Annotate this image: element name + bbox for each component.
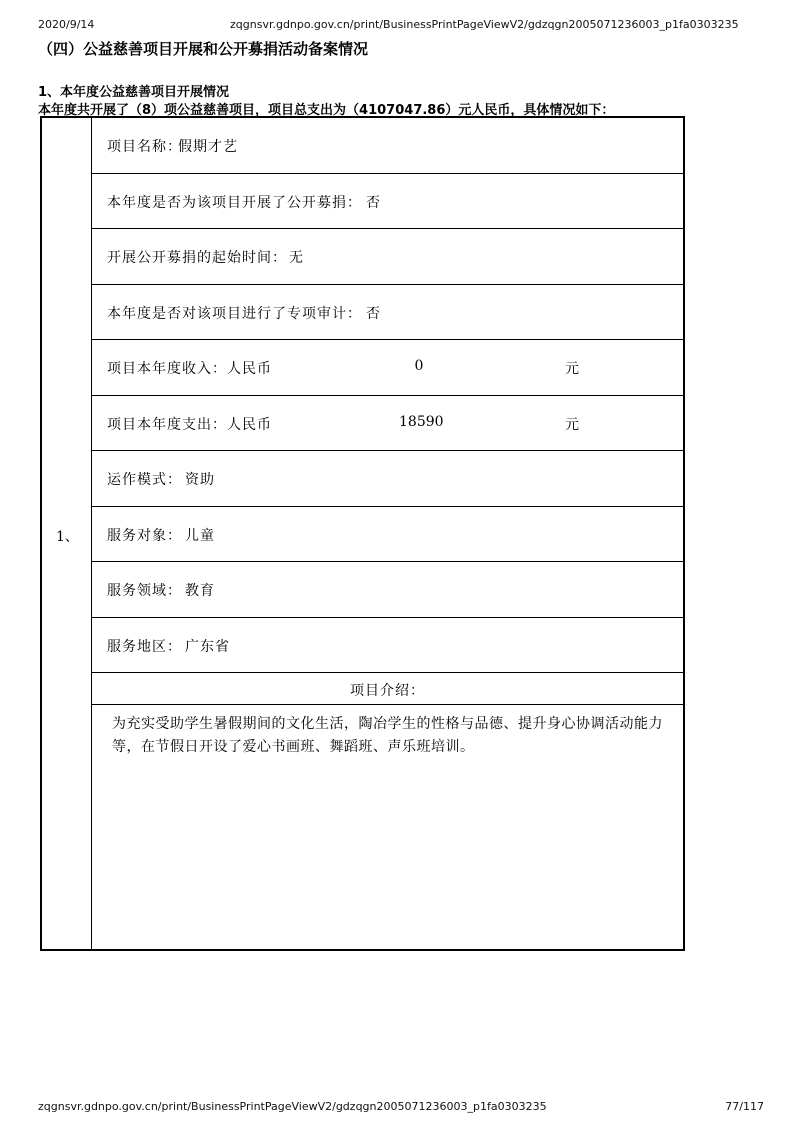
field-label: 服务领域： [107,583,182,599]
region-value: 广东省 [185,638,230,655]
project-index-column [42,118,92,949]
project-index: 1、 [56,529,79,545]
expense-unit: 元 [565,416,580,433]
audit-value: 否 [366,305,381,322]
row-audit [92,285,683,341]
intro-text: 为充实受助学生暑假期间的文化生活，陶冶学生的性格与品德、提升身心协调活动能力等，在节假日开设了爱心书画班、舞蹈班、声乐班培训。 [112,716,663,755]
fundraising-label: 本年度是否为该项目开展了公开募捐： [107,194,362,211]
audit-label: 本年度是否对该项目进行了专项审计： [107,305,362,322]
subsection-title: 1、本年度公益慈善项目开展情况 [38,85,230,100]
print-date: 2020/9/14 [38,18,95,31]
income-value: 0 [414,358,424,374]
project-detail-rows [92,118,683,759]
row-expense [92,396,683,452]
row-region [92,618,683,674]
region-label: 服务地区： [107,638,182,655]
row-fundraising [92,174,683,230]
expense-value: 18590 [399,413,444,430]
mode-value: 资助 [185,472,215,488]
row-income [92,340,683,396]
project-table [40,116,685,951]
expense-label: 项目本年度支出：人民币 [107,416,272,433]
row-start-time [92,229,683,285]
target-value: 儿童 [185,527,215,544]
income-unit: 元 [565,361,580,377]
row-mode [92,451,683,507]
section-title: （四）公益慈善项目开展和公开募捐活动备案情况 [38,40,369,58]
project-name-value: 假期才艺 [178,139,238,155]
project-name-label: 项目名称： [107,139,182,155]
target-label: 服务对象： [107,527,182,544]
row-field [92,562,683,618]
start-time-value: 无 [289,250,304,266]
row-target [92,507,683,563]
summary-line: 本年度共开展了（8）项公益慈善项目，项目总支出为（4107047.86）元人民币，具体情况如下： [38,103,615,118]
income-label: 项目本年度收入：人民币 [107,361,272,377]
page-number: 77/117 [725,1100,764,1113]
intro-heading: 项目介绍： [92,673,683,705]
fundraising-value: 否 [366,194,381,211]
footer-url: zqgnsvr.gdnpo.gov.cn/print/BusinessPrintPageViewV2/gdzqgn2005071236003_p1fa0303235 [38,1100,547,1113]
field-value: 教育 [185,583,215,599]
print-url: zqgnsvr.gdnpo.gov.cn/print/BusinessPrintPageViewV2/gdzqgn2005071236003_p1fa0303235 [230,18,739,31]
start-time-label: 开展公开募捐的起始时间： [107,250,287,266]
row-project-name [92,118,683,174]
mode-label: 运作模式： [107,472,182,488]
